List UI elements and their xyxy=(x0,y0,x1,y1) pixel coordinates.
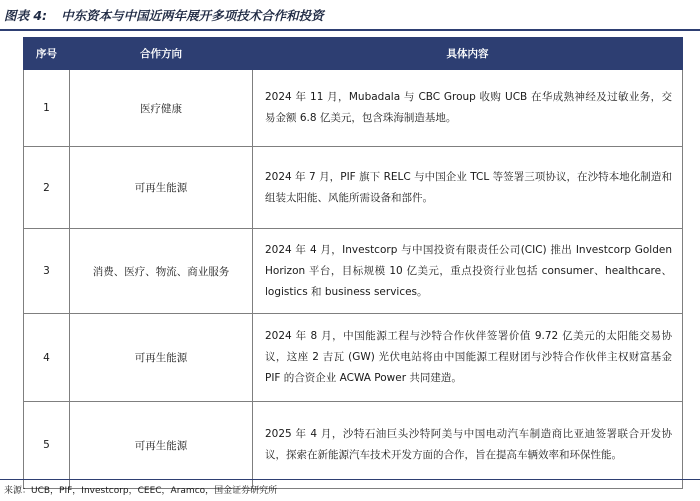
row-no: 1 xyxy=(24,70,70,147)
row-direction: 消费、医疗、物流、商业服务 xyxy=(70,229,253,314)
row-no: 2 xyxy=(24,147,70,229)
cooperation-table xyxy=(23,37,683,489)
row-detail: 2024 年 4 月，Investcorp 与中国投资有限责任公司(CIC) 推出 Investcorp Golden Horizon 平台，目标规模 10 亿美元，重点投资行业包括 consumer、healthcare、logistics 和 business services。 xyxy=(253,229,683,314)
row-direction: 医疗健康 xyxy=(70,70,253,147)
header-detail: 具体内容 xyxy=(253,38,683,70)
row-no: 4 xyxy=(24,314,70,402)
table-row xyxy=(24,229,683,314)
row-detail: 2024 年 11 月，Mubadala 与 CBC Group 收购 UCB 在华成熟神经及过敏业务，交易金额 6.8 亿美元，包含珠海制造基地。 xyxy=(253,70,683,147)
row-detail: 2024 年 8 月，中国能源工程与沙特合作伙伴签署价值 9.72 亿美元的太阳能交易协议，这座 2 吉瓦 (GW) 光伏电站将由中国能源工程财团与沙特合作伙伴主权财富基金 PIF 的合资企业 ACWA Power 共同建造。 xyxy=(253,314,683,402)
figure-title-text: 中东资本与中国近两年展开多项技术合作和投资 xyxy=(61,8,324,23)
header-direction: 合作方向 xyxy=(70,38,253,70)
row-direction: 可再生能源 xyxy=(70,314,253,402)
row-detail: 2024 年 7 月，PIF 旗下 RELC 与中国企业 TCL 等签署三项协议，在沙特本地化制造和组装太阳能、风能所需设备和部件。 xyxy=(253,147,683,229)
figure-label: 图表 4: xyxy=(4,8,48,23)
table-row xyxy=(24,147,683,229)
row-direction: 可再生能源 xyxy=(70,402,253,489)
table-row xyxy=(24,70,683,147)
row-no: 5 xyxy=(24,402,70,489)
row-detail: 2025 年 4 月，沙特石油巨头沙特阿美与中国电动汽车制造商比亚迪签署联合开发协议，探索在新能源汽车技术开发方面的合作，旨在提高车辆效率和环保性能。 xyxy=(253,402,683,489)
row-direction: 可再生能源 xyxy=(70,147,253,229)
row-no: 3 xyxy=(24,229,70,314)
source-rule xyxy=(0,479,700,480)
table-row xyxy=(24,402,683,489)
source-note: 来源：UCB，PIF，Investcorp，CEEC，Aramco，国金证券研究所 xyxy=(4,486,278,496)
figure-title xyxy=(4,6,324,26)
title-rule xyxy=(0,29,700,31)
table-header-row xyxy=(24,38,683,70)
header-no: 序号 xyxy=(24,38,70,70)
table-row xyxy=(24,314,683,402)
